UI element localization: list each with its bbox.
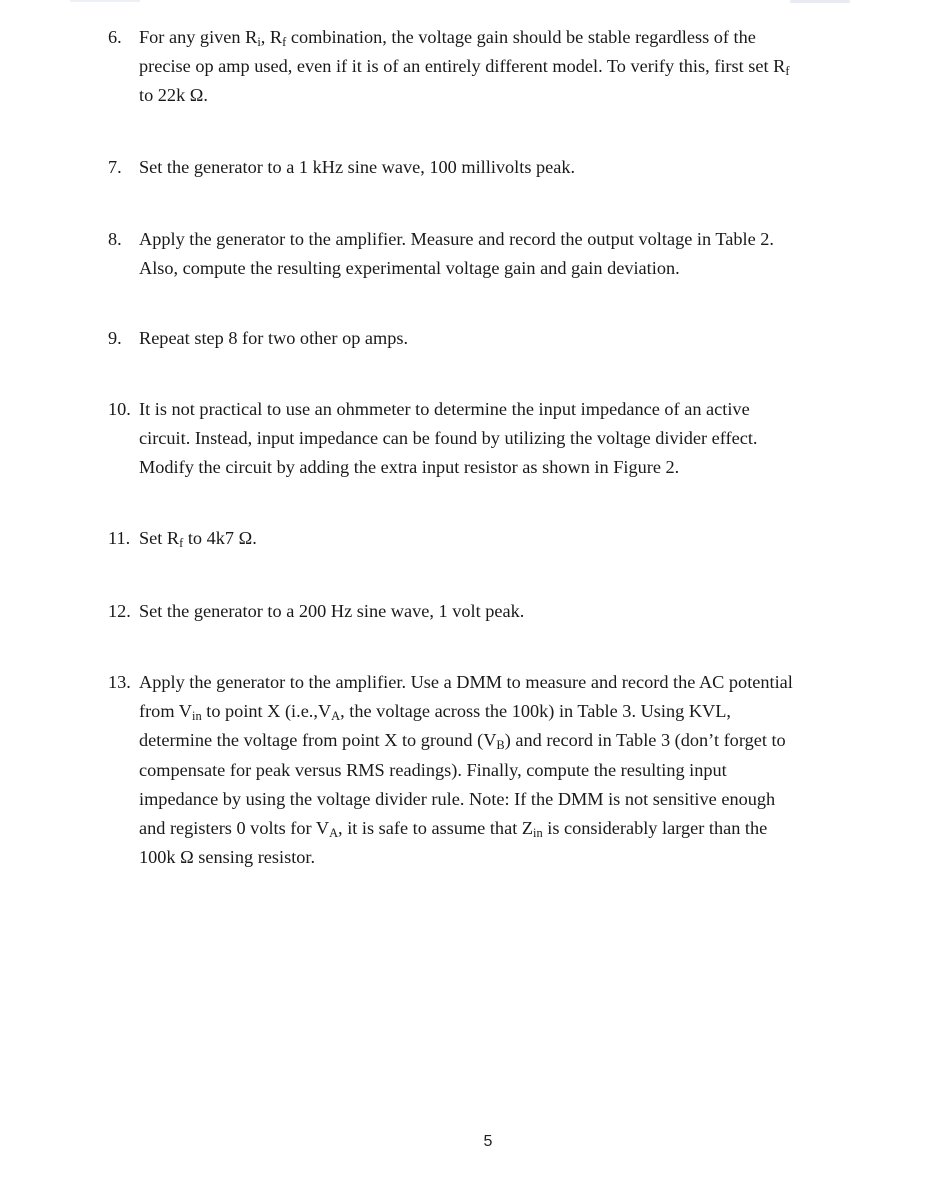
step-13 bbox=[108, 668, 868, 872]
step-11 bbox=[108, 524, 868, 553]
step-number: 6. bbox=[108, 27, 122, 47]
step-7 bbox=[108, 153, 868, 182]
step-9 bbox=[108, 324, 868, 353]
page-number: 5 bbox=[483, 1133, 493, 1150]
step-text: Repeat step 8 for two other op amps. bbox=[139, 328, 409, 348]
step-text: Set Rf to 4k7 Ω. bbox=[139, 528, 257, 550]
step-6 bbox=[108, 23, 868, 111]
step-8 bbox=[108, 225, 868, 283]
step-number: 10. bbox=[108, 399, 131, 419]
step-text: Apply the generator to the amplifier. Measure and record the output voltage in Table 2. Also, compute the resulting experimental voltage gain and gain deviation. bbox=[139, 229, 774, 279]
step-number: 11. bbox=[108, 528, 131, 548]
step-text: Apply the generator to the amplifier. Use a DMM to measure and record the AC potential from Vin to point X (i.e.,VA, the voltage across the 100k) in Table 3. Using KVL, determine the voltage from point X to ground (VB) and record in Table 3 (don’t forget to compensate for peak versus RMS readings). Finally, compute the resulting input impedance by using the voltage divider rule. Note: If the DMM is not sensitive enough and registers 0 volts for VA, it is safe to assume that Zin is considerably larger than the 100k Ω sensing resistor. bbox=[139, 672, 793, 868]
step-number: 8. bbox=[108, 229, 122, 249]
step-number: 12. bbox=[108, 601, 131, 621]
step-text: For any given Ri, Rf combination, the voltage gain should be stable regardless of the precise op amp used, even if it is of an entirely different model. To verify this, first set Rf to 22k Ω. bbox=[139, 27, 790, 106]
scan-artifact bbox=[70, 0, 140, 2]
step-10 bbox=[108, 395, 868, 483]
step-text: Set the generator to a 200 Hz sine wave, 1 volt peak. bbox=[139, 601, 525, 621]
step-number: 13. bbox=[108, 672, 131, 692]
scan-artifact bbox=[790, 0, 850, 3]
step-text: It is not practical to use an ohmmeter to determine the input impedance of an active circuit. Instead, input impedance can be found by utilizing the voltage divider effect. Modify the circuit by adding the extra input resistor as shown in Figure 2. bbox=[139, 399, 758, 478]
step-text: Set the generator to a 1 kHz sine wave, 100 millivolts peak. bbox=[139, 157, 576, 177]
step-number: 9. bbox=[108, 328, 122, 348]
step-number: 7. bbox=[108, 157, 122, 177]
step-12 bbox=[108, 597, 868, 626]
